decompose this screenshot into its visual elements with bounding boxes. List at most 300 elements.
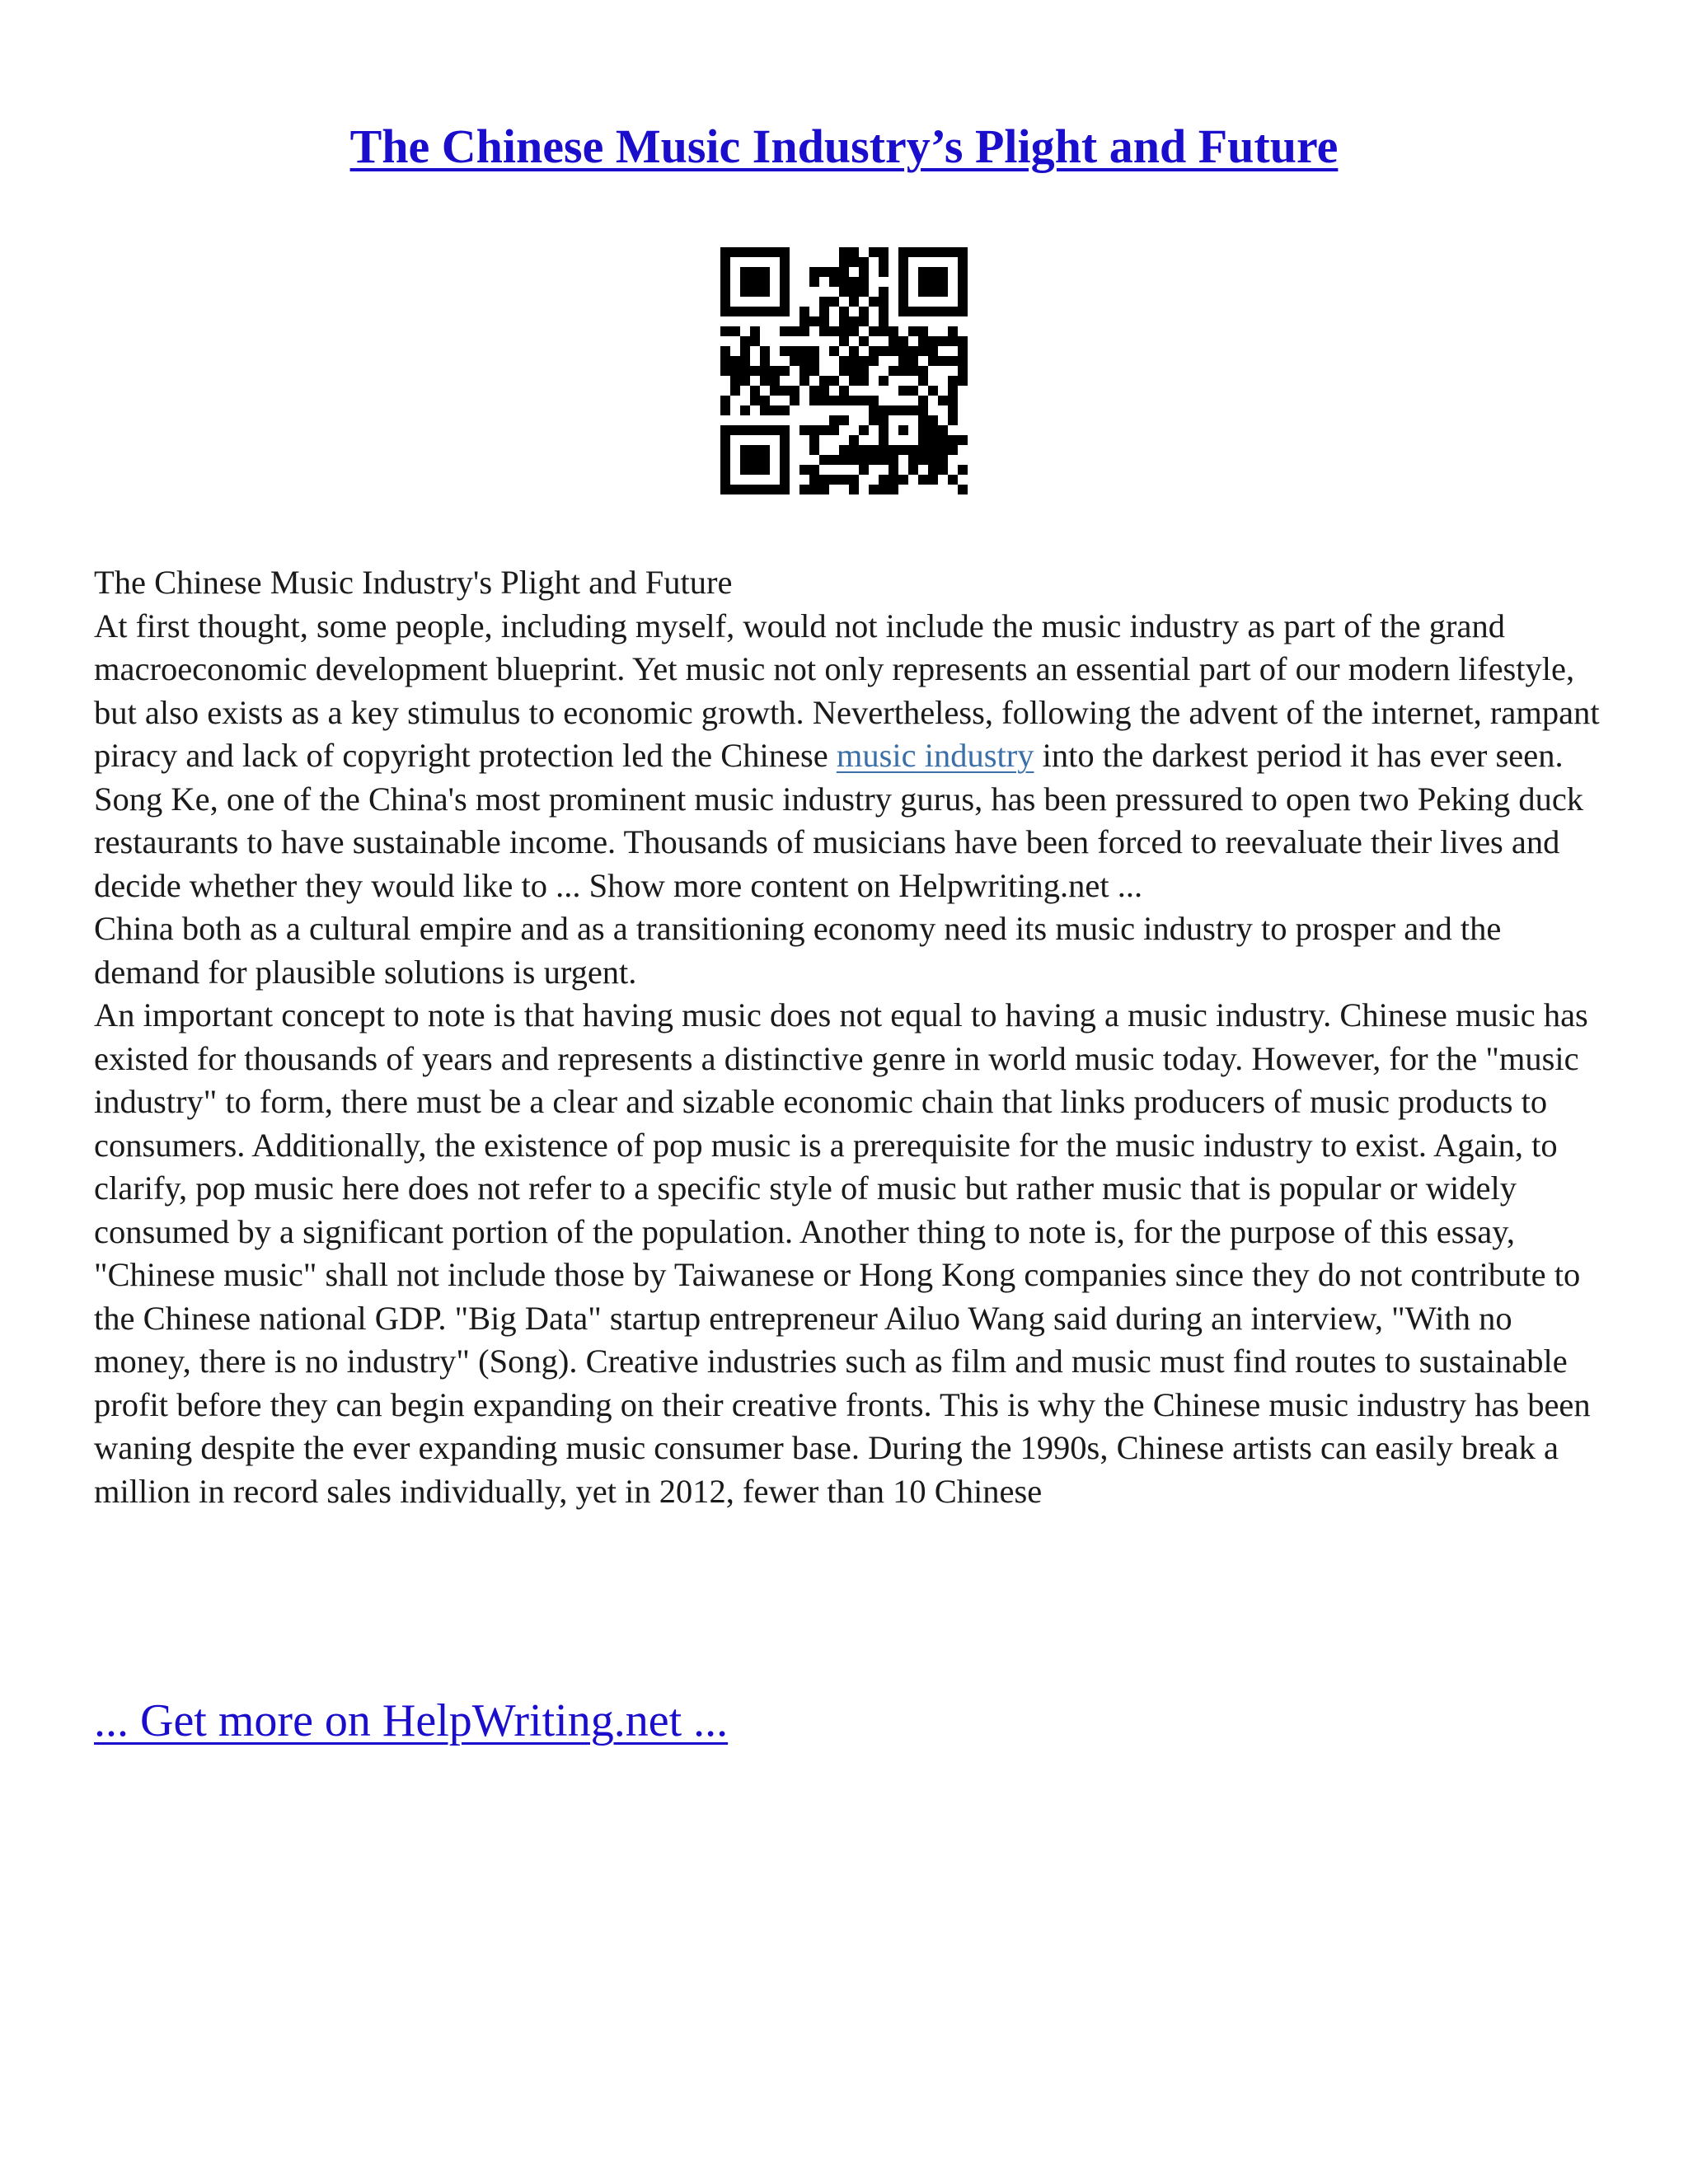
qr-module xyxy=(799,376,809,386)
qr-module xyxy=(918,455,928,465)
qr-module xyxy=(750,267,760,277)
qr-module xyxy=(780,346,790,356)
qr-module xyxy=(918,307,928,316)
qr-module xyxy=(760,267,770,277)
qr-module xyxy=(829,396,839,405)
qr-module xyxy=(879,425,889,435)
qr-module xyxy=(908,366,918,376)
qr-module xyxy=(898,475,908,485)
qr-module xyxy=(948,415,958,425)
qr-module xyxy=(790,396,799,405)
qr-module xyxy=(928,346,938,356)
qr-module xyxy=(898,425,908,435)
qr-module xyxy=(869,455,879,465)
qr-module xyxy=(720,445,730,455)
qr-module xyxy=(720,435,730,445)
qr-module xyxy=(938,425,948,435)
qr-module xyxy=(889,475,898,485)
qr-module xyxy=(839,396,849,405)
qr-module xyxy=(740,465,750,475)
qr-module xyxy=(829,415,839,425)
qr-module xyxy=(750,485,760,494)
qr-module xyxy=(928,356,938,366)
qr-module xyxy=(859,445,869,455)
qr-module xyxy=(780,425,790,435)
page-title xyxy=(0,115,1688,178)
paragraph-1-start: At first thought, some people, including myself, would not include the music industry as part of the grand macroeconomic development blueprint. Yet music not only represents an essential part of our modern lifestyle, but also exists as a key stimulus to economic growth. Nevertheless, following the advent of the internet, rampant piracy and lack of copyright protection led the Chinese xyxy=(94,607,1600,774)
qr-module xyxy=(720,346,730,356)
qr-module xyxy=(938,465,948,475)
qr-module xyxy=(928,247,938,257)
qr-module xyxy=(849,277,859,287)
qr-code-icon xyxy=(720,247,968,494)
qr-module xyxy=(720,455,730,465)
qr-module xyxy=(938,247,948,257)
qr-module xyxy=(770,386,780,396)
qr-module xyxy=(849,287,859,297)
qr-module xyxy=(898,366,908,376)
qr-module xyxy=(760,287,770,297)
qr-module xyxy=(760,247,770,257)
qr-module xyxy=(770,366,780,376)
music-industry-link[interactable]: music industry xyxy=(836,737,1034,774)
qr-module xyxy=(730,326,740,336)
qr-module xyxy=(720,326,730,336)
qr-module xyxy=(760,307,770,316)
qr-module xyxy=(780,485,790,494)
qr-module xyxy=(958,247,968,257)
qr-module xyxy=(809,386,819,396)
qr-module xyxy=(839,307,849,316)
qr-module xyxy=(918,415,928,425)
qr-module xyxy=(938,356,948,366)
qr-module xyxy=(780,257,790,267)
qr-module xyxy=(799,326,809,336)
qr-module xyxy=(859,336,869,346)
qr-module xyxy=(730,356,740,366)
qr-module xyxy=(819,376,829,386)
qr-module xyxy=(879,455,889,465)
qr-module xyxy=(760,376,770,386)
qr-module xyxy=(839,386,849,396)
qr-module xyxy=(879,445,889,455)
qr-module xyxy=(750,386,760,396)
qr-module xyxy=(819,455,829,465)
qr-module xyxy=(918,475,928,485)
title-link[interactable]: The Chinese Music Industry’s Plight and Future xyxy=(349,120,1339,173)
qr-module xyxy=(918,247,928,257)
qr-module xyxy=(760,445,770,455)
qr-module xyxy=(839,267,849,277)
qr-module xyxy=(879,435,889,445)
qr-module xyxy=(720,356,730,366)
qr-module xyxy=(879,307,889,316)
qr-module xyxy=(750,247,760,257)
qr-module xyxy=(889,336,898,346)
qr-module xyxy=(898,277,908,287)
qr-module xyxy=(780,307,790,316)
qr-module xyxy=(938,277,948,287)
qr-module xyxy=(928,267,938,277)
qr-module xyxy=(908,326,918,336)
qr-module xyxy=(819,425,829,435)
qr-module xyxy=(809,465,819,475)
article-subtitle: The Chinese Music Industry's Plight and Future xyxy=(94,564,733,601)
qr-module xyxy=(730,376,740,386)
qr-module xyxy=(740,247,750,257)
qr-module xyxy=(780,386,790,396)
qr-module xyxy=(829,297,839,307)
qr-module xyxy=(740,307,750,316)
get-more-link-wrapper xyxy=(94,1691,728,1750)
qr-module xyxy=(928,465,938,475)
qr-module xyxy=(908,445,918,455)
qr-module xyxy=(849,485,859,494)
qr-module xyxy=(829,267,839,277)
qr-module xyxy=(958,297,968,307)
qr-module xyxy=(720,405,730,415)
qr-module xyxy=(958,376,968,386)
qr-module xyxy=(938,336,948,346)
qr-module xyxy=(809,277,819,287)
qr-module xyxy=(829,346,839,356)
qr-module xyxy=(918,435,928,445)
qr-module xyxy=(928,336,938,346)
qr-module xyxy=(740,425,750,435)
qr-module xyxy=(908,307,918,316)
qr-module xyxy=(958,267,968,277)
qr-module xyxy=(790,326,799,336)
qr-module xyxy=(958,485,968,494)
qr-module xyxy=(869,405,879,415)
qr-module xyxy=(780,455,790,465)
qr-module xyxy=(819,386,829,396)
qr-module xyxy=(898,346,908,356)
qr-module xyxy=(869,326,879,336)
qr-module xyxy=(918,287,928,297)
qr-module xyxy=(849,257,859,267)
qr-module xyxy=(879,376,889,386)
qr-module xyxy=(780,247,790,257)
qr-module xyxy=(869,247,879,257)
qr-module xyxy=(948,247,958,257)
qr-module xyxy=(938,287,948,297)
qr-module xyxy=(908,465,918,475)
qr-module xyxy=(958,346,968,356)
qr-module xyxy=(879,346,889,356)
qr-module xyxy=(720,475,730,485)
qr-module xyxy=(819,297,829,307)
qr-module xyxy=(879,267,889,277)
qr-module xyxy=(780,445,790,455)
qr-module xyxy=(938,396,948,405)
qr-module xyxy=(780,366,790,376)
qr-module xyxy=(730,366,740,376)
qr-module xyxy=(750,326,760,336)
paragraph-2: China both as a cultural empire and as a transitioning economy need its music industry to prosper and the demand for plausible solutions is urgent. xyxy=(94,910,1502,991)
qr-module xyxy=(809,475,819,485)
qr-module xyxy=(958,435,968,445)
qr-module xyxy=(898,445,908,455)
qr-module xyxy=(948,396,958,405)
qr-module xyxy=(889,366,898,376)
qr-module xyxy=(780,326,790,336)
qr-module xyxy=(839,475,849,485)
qr-module xyxy=(908,455,918,465)
qr-module xyxy=(809,366,819,376)
qr-module xyxy=(879,316,889,326)
qr-module xyxy=(839,277,849,287)
qr-module xyxy=(770,376,780,386)
qr-module xyxy=(849,346,859,356)
qr-module xyxy=(770,405,780,415)
qr-module xyxy=(928,277,938,287)
qr-module xyxy=(918,405,928,415)
qr-module xyxy=(928,386,938,396)
qr-module xyxy=(740,346,750,356)
qr-module xyxy=(819,326,829,336)
qr-module xyxy=(849,316,859,326)
qr-module xyxy=(908,405,918,415)
qr-module xyxy=(780,465,790,475)
qr-module xyxy=(918,267,928,277)
qr-module xyxy=(740,336,750,346)
qr-module xyxy=(839,326,849,336)
qr-module xyxy=(918,346,928,356)
qr-module xyxy=(809,346,819,356)
qr-module xyxy=(948,475,958,485)
qr-module xyxy=(799,465,809,475)
qr-module xyxy=(908,356,918,366)
qr-module xyxy=(780,297,790,307)
qr-module xyxy=(799,307,809,316)
qr-module xyxy=(740,356,750,366)
qr-module xyxy=(809,485,819,494)
qr-module xyxy=(869,346,879,356)
qr-module xyxy=(799,356,809,366)
qr-module xyxy=(849,435,859,445)
qr-module xyxy=(928,435,938,445)
qr-module xyxy=(730,247,740,257)
qr-module xyxy=(750,307,760,316)
qr-module xyxy=(849,247,859,257)
qr-module xyxy=(928,455,938,465)
qr-module xyxy=(750,465,760,475)
qr-module xyxy=(948,326,958,336)
qr-module xyxy=(790,386,799,396)
qr-module xyxy=(908,386,918,396)
qr-module xyxy=(898,307,908,316)
qr-module xyxy=(879,415,889,425)
qr-module xyxy=(760,425,770,435)
qr-module xyxy=(740,267,750,277)
qr-module xyxy=(839,366,849,376)
qr-module xyxy=(908,247,918,257)
paragraph-3: An important concept to note is that having music does not equal to having a music industry. Chinese music has existed for thousands of years and represents a distinctive genre in world music today. However, for the "music industry" to form, there must be a clear and sizable economic chain that links producers of music products to consumers. Additionally, the existence of pop music is a prerequisite for the music industry to exist. Again, to clarify, pop music here does not refer to a specific style of music but rather music that is popular or widely consumed by a significant portion of the population. Another thing to note is, for the purpose of this essay, "Chinese music" shall not include those by Taiwanese or Hong Kong companies since they do not contribute to the Chinese national GDP. "Big Data" startup entrepreneur Ailuo Wang said during an interview, "With no money, there is no industry" (Song). Creative industries such as film and music must find routes to sustainable profit before they can begin expanding on their creative fronts. This is why the Chinese music industry has been waning despite the ever expanding music consumer base. During the 1990s, Chinese artists can easily break a million in record sales individually, yet in 2012, fewer than 10 Chinese xyxy=(94,996,1591,1510)
qr-module xyxy=(809,267,819,277)
qr-module xyxy=(948,386,958,396)
qr-module xyxy=(720,307,730,316)
qr-module xyxy=(740,405,750,415)
qr-module xyxy=(750,366,760,376)
qr-module xyxy=(720,366,730,376)
qr-module xyxy=(740,376,750,386)
qr-module xyxy=(750,445,760,455)
qr-module xyxy=(750,287,760,297)
qr-module xyxy=(948,405,958,415)
qr-module xyxy=(750,396,760,405)
qr-module xyxy=(889,485,898,494)
qr-module xyxy=(809,396,819,405)
qr-module xyxy=(720,287,730,297)
qr-module xyxy=(750,425,760,435)
qr-module xyxy=(819,267,829,277)
qr-module xyxy=(760,405,770,415)
qr-module xyxy=(760,455,770,465)
qr-module xyxy=(948,435,958,445)
qr-module xyxy=(849,376,859,386)
qr-module xyxy=(928,425,938,435)
qr-module xyxy=(720,465,730,475)
qr-module xyxy=(780,475,790,485)
qr-module xyxy=(740,455,750,465)
qr-module xyxy=(908,346,918,356)
qr-module xyxy=(839,415,849,425)
qr-module xyxy=(799,425,809,435)
qr-module xyxy=(898,356,908,366)
qr-module xyxy=(859,257,869,267)
qr-module xyxy=(740,287,750,297)
qr-module xyxy=(938,267,948,277)
qr-module xyxy=(928,287,938,297)
qr-module xyxy=(928,307,938,316)
qr-module xyxy=(720,425,730,435)
qr-module xyxy=(898,267,908,277)
qr-module xyxy=(819,396,829,405)
get-more-link[interactable]: ... Get more on HelpWriting.net ... xyxy=(94,1695,729,1746)
qr-module xyxy=(948,307,958,316)
qr-module xyxy=(948,445,958,455)
qr-module xyxy=(799,366,809,376)
qr-module xyxy=(859,376,869,386)
qr-module xyxy=(829,425,839,435)
qr-module xyxy=(839,455,849,465)
qr-module xyxy=(849,396,859,405)
qr-module xyxy=(849,445,859,455)
qr-module xyxy=(918,366,928,376)
qr-module xyxy=(839,336,849,346)
qr-module xyxy=(799,346,809,356)
qr-module xyxy=(799,485,809,494)
qr-module xyxy=(740,366,750,376)
qr-module xyxy=(918,376,928,386)
qr-module xyxy=(720,297,730,307)
qr-module xyxy=(740,445,750,455)
qr-module xyxy=(869,415,879,425)
qr-module xyxy=(750,277,760,287)
qr-module xyxy=(849,455,859,465)
qr-module xyxy=(809,316,819,326)
qr-module xyxy=(918,336,928,346)
paragraph-1-end: into the darkest period it has ever seen. Song Ke, one of the China's most prominent music industry gurus, has been pressured to open two Peking duck restaurants to have sustainable income. Thousands of musicians have been forced to reevaluate their lives and decide whether they would like to ... Show more content on Helpwriting.net ... xyxy=(94,737,1584,904)
qr-module xyxy=(760,485,770,494)
qr-module xyxy=(839,356,849,366)
qr-module xyxy=(928,445,938,455)
qr-module xyxy=(898,297,908,307)
qr-module xyxy=(770,307,780,316)
qr-module xyxy=(958,356,968,366)
qr-module xyxy=(750,455,760,465)
qr-module xyxy=(849,356,859,366)
qr-module xyxy=(720,396,730,405)
qr-module xyxy=(780,267,790,277)
qr-module xyxy=(879,257,889,267)
qr-module xyxy=(879,287,889,297)
qr-module xyxy=(829,475,839,485)
qr-module xyxy=(829,455,839,465)
qr-module xyxy=(859,277,869,287)
qr-module xyxy=(898,336,908,346)
qr-module xyxy=(869,485,879,494)
qr-module xyxy=(849,366,859,376)
qr-module xyxy=(770,247,780,257)
qr-module xyxy=(938,455,948,465)
qr-module xyxy=(918,425,928,435)
qr-module xyxy=(918,326,928,336)
qr-module xyxy=(770,425,780,435)
qr-module xyxy=(889,405,898,415)
qr-module xyxy=(720,277,730,287)
qr-module xyxy=(958,287,968,297)
qr-module xyxy=(879,297,889,307)
qr-module xyxy=(839,257,849,267)
qr-module xyxy=(730,425,740,435)
qr-module xyxy=(740,277,750,287)
qr-module xyxy=(859,396,869,405)
qr-module xyxy=(859,267,869,277)
qr-module xyxy=(730,307,740,316)
qr-module xyxy=(879,326,889,336)
qr-module xyxy=(879,405,889,415)
qr-module xyxy=(859,307,869,316)
qr-module xyxy=(720,257,730,267)
qr-module xyxy=(849,297,859,307)
qr-module xyxy=(879,485,889,494)
qr-module xyxy=(938,445,948,455)
qr-module xyxy=(859,316,869,326)
qr-module xyxy=(928,415,938,425)
qr-module xyxy=(730,386,740,396)
qr-module xyxy=(819,485,829,494)
qr-module xyxy=(829,376,839,386)
qr-module xyxy=(859,366,869,376)
qr-module xyxy=(720,485,730,494)
qr-module xyxy=(859,455,869,465)
qr-module xyxy=(839,287,849,297)
qr-module xyxy=(928,475,938,485)
qr-module xyxy=(859,425,869,435)
article-body xyxy=(94,561,1611,1513)
qr-module xyxy=(760,465,770,475)
qr-module xyxy=(898,257,908,267)
qr-module xyxy=(938,307,948,316)
qr-module xyxy=(859,287,869,297)
qr-module xyxy=(958,465,968,475)
qr-module xyxy=(790,356,799,366)
qr-module xyxy=(760,366,770,376)
qr-module xyxy=(780,435,790,445)
qr-module xyxy=(898,287,908,297)
